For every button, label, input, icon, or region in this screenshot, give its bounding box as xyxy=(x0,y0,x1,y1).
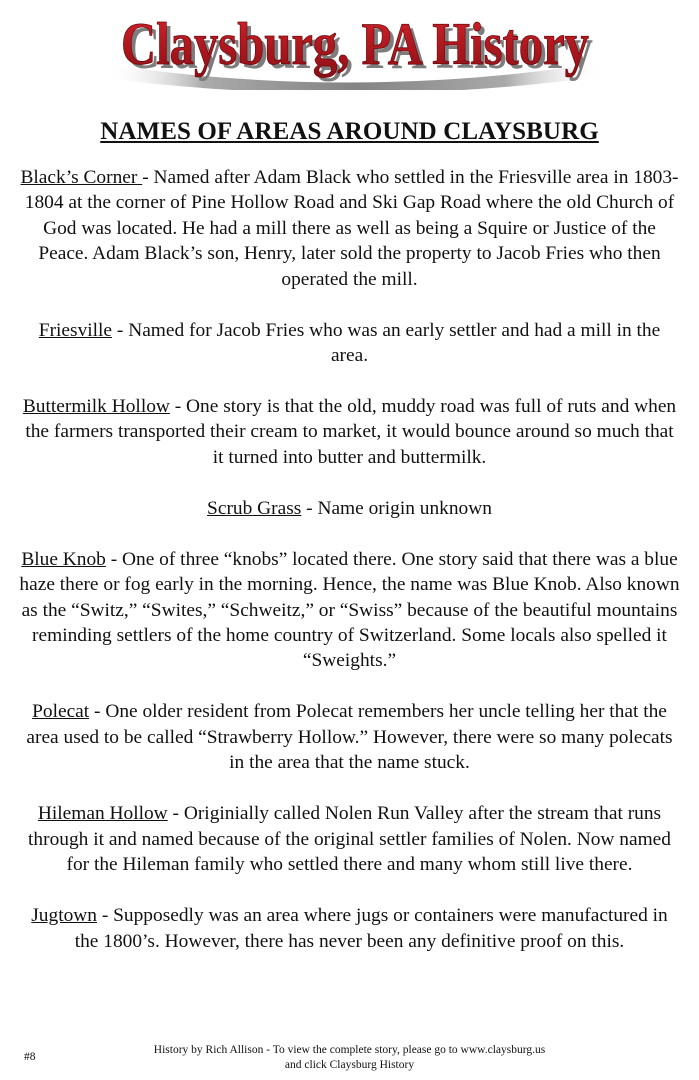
entry-scrub-grass xyxy=(18,496,681,521)
entry-buttermilk-hollow xyxy=(18,394,681,470)
page-heading: NAMES OF AREAS AROUND CLAYSBURG xyxy=(100,118,599,145)
entry-polecat xyxy=(18,699,681,775)
entry-text: - Name origin unknown xyxy=(301,497,492,519)
banner-title-shadow: Claysburg, PA History xyxy=(125,15,593,81)
entry-hileman-hollow xyxy=(18,801,681,877)
claysburg-history-banner xyxy=(95,2,615,90)
entry-text: - Originially called Nolen Run Valley after the stream that runs through it and named because of the original settler families of Nolen. Now named for the Hileman family who settled there and many whom still live there. xyxy=(28,803,671,876)
entry-friesville xyxy=(18,318,681,369)
banner-title: Claysburg, PA History xyxy=(121,11,589,77)
area-names-list xyxy=(18,165,681,980)
entry-term: Blue Knob xyxy=(21,548,106,570)
entry-text: - Named for Jacob Fries who was an early settler and had a mill in the area. xyxy=(112,319,661,367)
footer-line-2: and click Claysburg History xyxy=(284,1058,415,1071)
entry-term: Black’s Corner xyxy=(20,167,143,188)
entry-term: Friesville xyxy=(38,319,113,341)
entry-text: - One of three “knobs” located there. One story said that there was a blue haze there or fog early in the morning. Hence, the name was Blue Knob. Also known as the “Switz,” “Swites,” “Schweitz,” or “Swiss” because of the beautiful mountains reminding settlers of the home country of Switzerland. Some locals also spelled it “Sweights.” xyxy=(19,548,680,672)
footer-credit xyxy=(0,1043,699,1072)
entry-blue-knob xyxy=(18,547,681,674)
entry-term: Hileman Hollow xyxy=(37,803,168,825)
entry-text: - Named after Adam Black who settled in the Friesville area in 1803-1804 at the corner of Pine Hollow Road and Ski Gap Road where the old Church of God was located. He had a mill there as well as being a Squire or Justice of the Peace. Adam Black’s son, Henry, later sold the property to Jacob Fries who then operated the mill. xyxy=(24,167,679,290)
footer-line-1: History by Rich Allison - To view the complete story, please go to www.claysburg.us xyxy=(153,1044,546,1056)
entry-term: Buttermilk Hollow xyxy=(22,396,170,418)
entry-text: - One older resident from Polecat remembers her uncle telling her that the area used to be called “Strawberry Hollow.” However, there were so many polecats in the area that the name stuck. xyxy=(26,701,673,774)
entry-jugtown xyxy=(18,903,681,954)
entry-blacks-corner xyxy=(18,165,681,292)
entry-text: - One story is that the old, muddy road was full of ruts and when the farmers transported their cream to market, it would bounce around so much that it turned into butter and buttermilk. xyxy=(25,396,677,468)
page-number: #8 xyxy=(24,1051,36,1063)
entry-term: Jugtown xyxy=(31,905,97,927)
entry-term: Scrub Grass xyxy=(207,497,302,519)
entry-term: Polecat xyxy=(32,701,90,723)
entry-text: - Supposedly was an area where jugs or containers were manufactured in the 1800’s. However, there has never been any definitive proof on this. xyxy=(74,905,668,952)
